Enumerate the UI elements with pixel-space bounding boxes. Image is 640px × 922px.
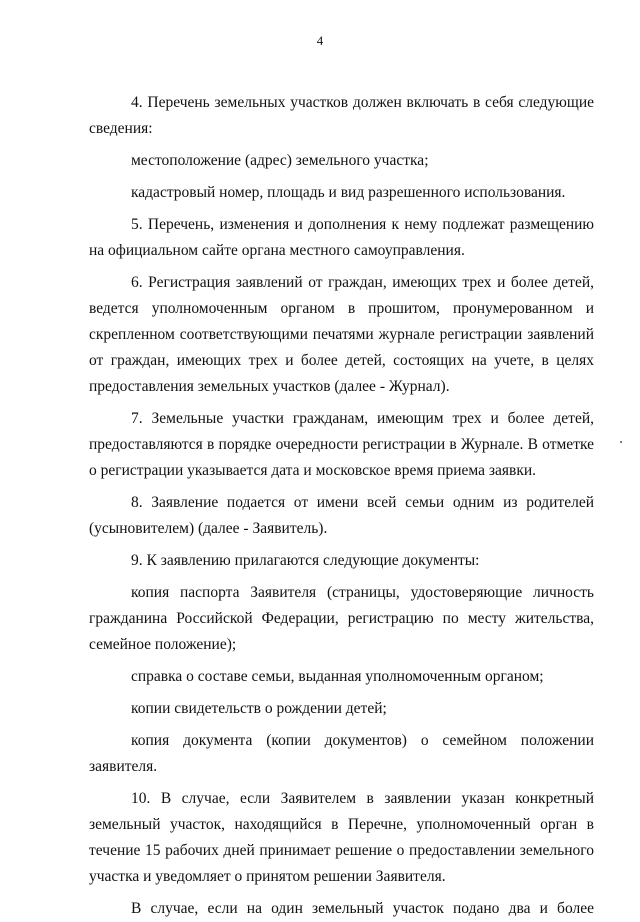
paragraph-4: 4. Перечень земельных участков должен включать в себя следующие сведения:	[89, 94, 594, 137]
list-item-passport: копия паспорта Заявителя (страницы, удостоверяющие личность гражданина Российской Федерации, регистрацию по месту жительства, семейное положение);	[89, 584, 594, 653]
paragraph-11-start: В случае, если на один земельный участок подано два и более	[131, 900, 594, 917]
list-item-cadastral: кадастровый номер, площадь и вид разрешенного использования.	[131, 184, 566, 201]
list-item-location: местоположение (адрес) земельного участка;	[131, 152, 429, 169]
paragraph-6: 6. Регистрация заявлений от граждан, имеющих трех и более детей, ведется уполномоченным органом в прошитом, пронумерованном и скрепленном соответствующими печатями журнале регистрации заявлений от граждан, имеющих трех и более детей, состоящих на учете, в целях предоставления земельных участков (далее - Журнал).	[89, 274, 594, 395]
scan-artifact	[620, 441, 622, 443]
paragraph-7: 7. Земельные участки гражданам, имеющим трех и более детей, предоставляются в порядке очередности регистрации в Журнале. В отметке о регистрации указывается дата и московское время приема заявки.	[89, 410, 594, 479]
list-item-marital-documents: копия документа (копии документов) о семейном положении заявителя.	[89, 732, 594, 775]
paragraph-9: 9. К заявлению прилагаются следующие документы:	[131, 552, 480, 569]
paragraph-8: 8. Заявление подается от имени всей семьи одним из родителей (усыновителем) (далее - Заявитель).	[89, 494, 594, 537]
page-number: 4	[316, 33, 324, 48]
list-item-family-certificate: справка о составе семьи, выданная уполномоченным органом;	[131, 668, 544, 685]
document-body	[89, 90, 594, 922]
paragraph-10: 10. В случае, если Заявителем в заявлении указан конкретный земельный участок, находящийся в Перечне, уполномоченный орган в течение 15 рабочих дней принимает решение о предоставлении земельного участка и уведомляет о принятом решении Заявителя.	[89, 790, 594, 885]
paragraph-5: 5. Перечень, изменения и дополнения к нему подлежат размещению на официальном сайте органа местного самоуправления.	[89, 216, 594, 259]
list-item-birth-certificates: копии свидетельств о рождении детей;	[131, 700, 387, 717]
